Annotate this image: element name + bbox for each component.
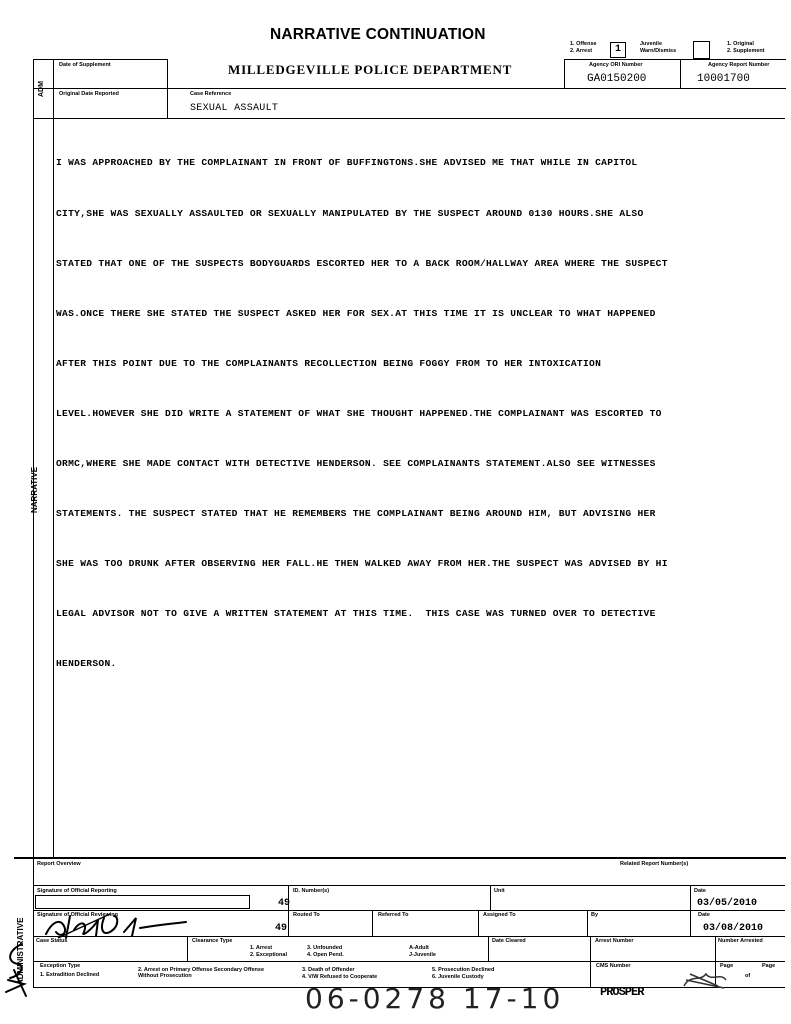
administrative-side-label: ADMINISTRATIVE bbox=[16, 917, 25, 985]
page-total-label: Page bbox=[762, 963, 776, 969]
narrative-line: ORMC,WHERE SHE MADE CONTACT WITH DETECTIVE HENDERSON. SEE COMPLAINANTS STATEMENT.ALSO SEE WITNESSES bbox=[56, 457, 656, 469]
narrative-line: LEVEL.HOWEVER SHE DID WRITE A STATEMENT OF WHAT SHE THOUGHT HAPPENED.THE COMPLAINANT WAS ESCORTED TO bbox=[56, 407, 662, 419]
clearance-open-option: 4. Open Pend. bbox=[307, 952, 344, 958]
date2-label: Date bbox=[698, 912, 710, 918]
clearance-arrest-option: 1. Arrest bbox=[250, 945, 273, 951]
bottom-right-mark: PROSPER bbox=[600, 985, 644, 999]
juvenile-option: Juvenile bbox=[640, 41, 663, 47]
related-report-label: Related Report Number(s) bbox=[620, 861, 689, 867]
clearance-type-label: Clearance Type bbox=[192, 938, 233, 944]
page-label: Page bbox=[720, 963, 734, 969]
referred-to-label: Referred To bbox=[378, 912, 409, 918]
narrative-line: SHE WAS TOO DRUNK AFTER OBSERVING HER FALL.HE THEN WALKED AWAY FROM HER.THE SUSPECT WAS ADVISED BY HI bbox=[56, 558, 668, 570]
narrative-line: AFTER THIS POINT DUE TO THE COMPLAINANTS RECOLLECTION BEING FOGGY FROM TO HER INTOXICATION bbox=[56, 357, 602, 369]
date2-value: 03/08/2010 bbox=[703, 923, 764, 934]
report-overview-label: Report Overview bbox=[37, 861, 81, 867]
exception-option-6: 6. Juvenile Custody bbox=[432, 974, 484, 980]
cms-number-label: CMS Number bbox=[596, 963, 631, 969]
offense-option: 1. Offense bbox=[570, 41, 597, 47]
agency-report-value: 10001700 bbox=[697, 73, 750, 85]
narrative-side-label: NARRATIVE bbox=[30, 466, 39, 513]
arrest-number-label: Arrest Number bbox=[595, 938, 634, 944]
exception-option-5: 5. Prosecution Declined bbox=[432, 967, 495, 973]
narrative-line: CITY,SHE WAS SEXUALLY ASSAULTED OR SEXUALLY MANIPULATED BY THE SUSPECT AROUND 0130 HOURS.SHE ALSO bbox=[56, 207, 644, 219]
supervisor-label: Signature of Official Reviewing bbox=[37, 912, 118, 918]
narrative-line: STATED THAT ONE OF THE SUSPECTS BODYGUARDS ESCORTED HER TO A BACK ROOM/HALLWAY AREA WHERE THE SUSPECT bbox=[56, 257, 668, 269]
clearance-exceptional-option: 2. Exceptional bbox=[250, 952, 287, 958]
reviewer-signature bbox=[40, 908, 190, 942]
agency-ori-label: Agency ORI Number bbox=[589, 62, 643, 68]
margin-signature bbox=[0, 940, 30, 1000]
date-value: 03/05/2010 bbox=[697, 898, 758, 909]
original-option: 1. Original bbox=[727, 41, 754, 47]
date-label: Date bbox=[694, 888, 706, 894]
arrest-option: 2. Arrest bbox=[570, 48, 593, 54]
narrative-text bbox=[56, 122, 784, 690]
department-name: MILLEDGEVILLE POLICE DEPARTMENT bbox=[228, 62, 513, 77]
supplement-option: 2. Supplement bbox=[727, 48, 765, 54]
exception-option-1: 1. Extradition Declined bbox=[40, 972, 100, 978]
unit-label: Unit bbox=[494, 888, 505, 894]
exception-option-2: 2. Arrest on Primary Offense Secondary Offense Without Prosecution bbox=[138, 967, 265, 979]
id-number-value: 49 bbox=[278, 898, 291, 909]
narrative-line: STATEMENTS. THE SUSPECT STATED THAT HE REMEMBERS THE COMPLAINANT BEING AROUND HIM, BUT ADVISING HER bbox=[56, 508, 656, 520]
juvenile-age-option: J-Juvenile bbox=[409, 952, 436, 958]
date-cleared-label: Date Cleared bbox=[492, 938, 526, 944]
narrative-line: WAS.ONCE THERE SHE STATED THE SUSPECT ASKED HER FOR SEX.AT THIS TIME IT IS UNCLEAR TO WHAT HAPPENED bbox=[56, 307, 656, 319]
exception-option-4: 4. V/W Refused to Cooperate bbox=[302, 974, 378, 980]
stamp-smudge bbox=[680, 968, 730, 992]
number-arrested-label: Number Arrested bbox=[718, 938, 763, 944]
offense-type-value: 1 bbox=[615, 44, 622, 55]
agency-ori-value: GA0150200 bbox=[587, 73, 647, 85]
original-date-label: Original Date Reported bbox=[59, 91, 119, 97]
adult-option: A-Adult bbox=[409, 945, 429, 951]
routed-to-label: Routed To bbox=[293, 912, 320, 918]
case-reference-value: SEXUAL ASSAULT bbox=[190, 103, 279, 114]
signature-label: Signature of Official Reporting bbox=[37, 888, 117, 894]
case-reference-label: Case Reference bbox=[190, 91, 232, 97]
case-status-label: Case Status bbox=[36, 938, 68, 944]
signature-box bbox=[35, 895, 250, 909]
narrative-line: LEGAL ADVISOR NOT TO GIVE A WRITTEN STATEMENT AT THIS TIME. THIS CASE WAS TURNED OVER TO DETECTIVE bbox=[56, 608, 656, 620]
exception-option-3: 3. Death of Offender bbox=[302, 967, 355, 973]
exception-type-label: Exception Type bbox=[40, 963, 81, 969]
assigned-to-label: Assigned To bbox=[483, 912, 516, 918]
routed-to-value: 49 bbox=[275, 923, 288, 934]
narrative-line: HENDERSON. bbox=[56, 658, 117, 670]
page-of-label: of bbox=[745, 973, 751, 979]
narrative-line: I WAS APPROACHED BY THE COMPLAINANT IN FRONT OF BUFFINGTONS.SHE ADVISED ME THAT WHILE IN CAPITOL bbox=[56, 157, 638, 169]
bottom-stamp: 06-0278 17-10 bbox=[305, 982, 565, 1015]
id-number-label: ID. Number(s) bbox=[293, 888, 330, 894]
adm-side-label: ADM bbox=[38, 81, 45, 97]
by-label: By bbox=[591, 912, 599, 918]
clearance-unfounded-option: 3. Unfounded bbox=[307, 945, 343, 951]
form-title: NARRATIVE CONTINUATION bbox=[270, 26, 486, 43]
juvenile-box bbox=[693, 41, 710, 59]
agency-report-label: Agency Report Number bbox=[708, 62, 770, 68]
warn-dismiss-option: Warn/Dismiss bbox=[640, 48, 677, 54]
date-of-supplement-label: Date of Supplement bbox=[59, 62, 111, 68]
